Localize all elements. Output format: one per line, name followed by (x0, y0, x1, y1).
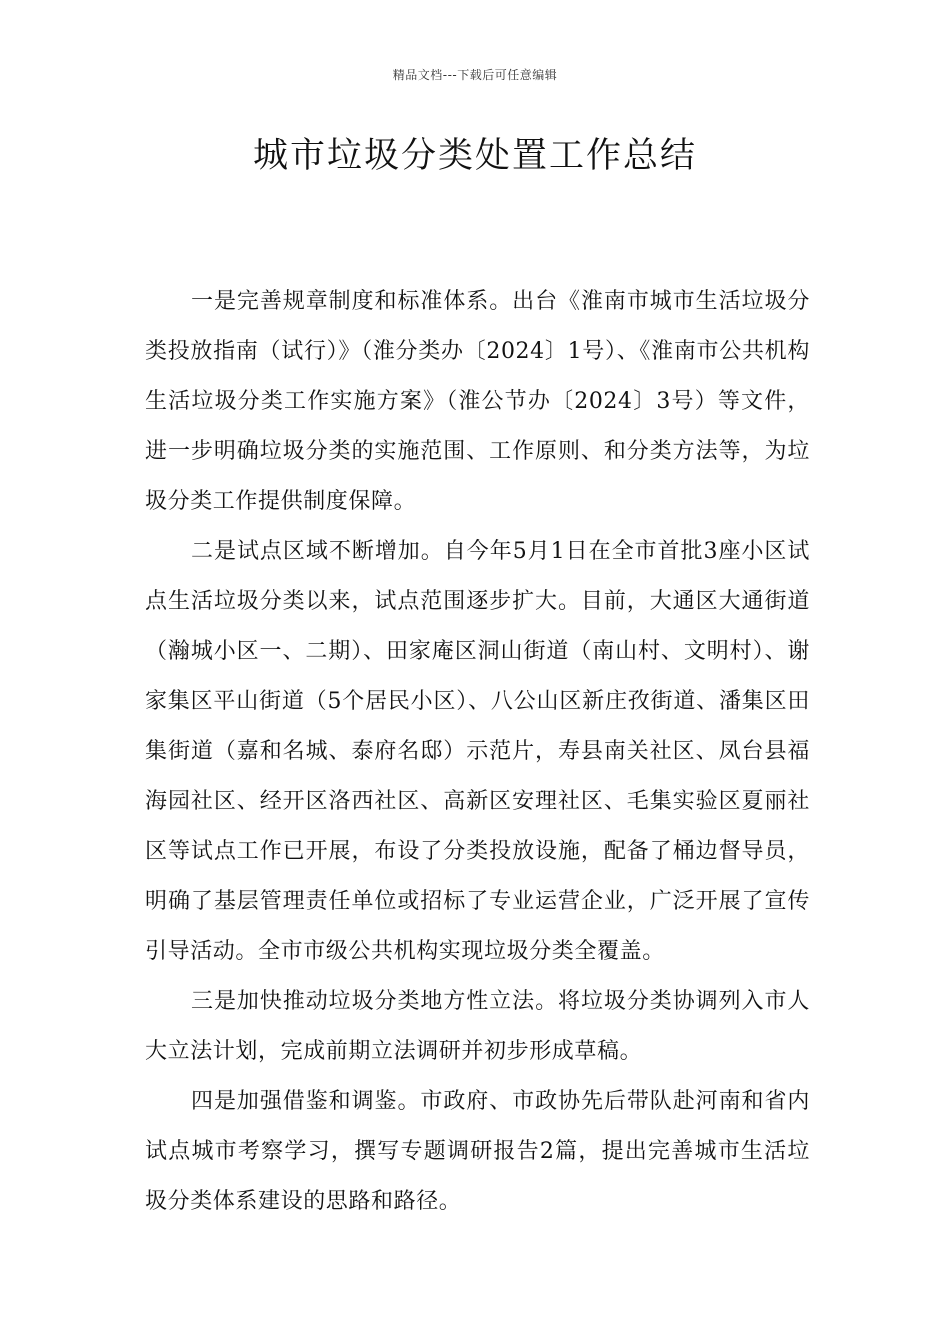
paragraph-3: 三是加快推动垃圾分类地方性立法。将垃圾分类协调列入市人大立法计划，完成前期立法调研并初步形成草稿。 (145, 989, 810, 1064)
document-body (145, 277, 810, 1227)
paragraph-1: 一是完善规章制度和标准体系。出台《淮南市城市生活垃圾分类投放指南（试行）》（淮分类办〔2024〕1号）、《淮南市公共机构生活垃圾分类工作实施方案》（淮公节办〔2024〕3号）等文件，进一步明确垃圾分类的实施范围、工作原则、和分类方法等，为垃圾分类工作提供制度保障。 (145, 289, 810, 514)
paragraph-2: 二是试点区域不断增加。自今年5月1日在全市首批3座小区试点生活垃圾分类以来，试点范围逐步扩大。目前，大通区大通街道（瀚城小区一、二期）、田家庵区洞山街道（南山村、文明村）、谢家集区平山街道（5个居民小区）、八公山区新庄孜街道、潘集区田集街道（嘉和名城、泰府名邸）示范片，寿县南关社区、凤台县福海园社区、经开区洛西社区、高新区安理社区、毛集实验区夏丽社区等试点工作已开展，布设了分类投放设施，配备了桶边督导员，明确了基层管理责任单位或招标了专业运营企业，广泛开展了宣传引导活动。全市市级公共机构实现垃圾分类全覆盖。 (145, 539, 810, 964)
header-note: 精品文档---下载后可任意编辑 (392, 68, 558, 82)
document-title: 城市垃圾分类处置工作总结 (252, 136, 697, 176)
paragraph-4: 四是加强借鉴和调鉴。市政府、市政协先后带队赴河南和省内试点城市考察学习，撰写专题调研报告2篇，提出完善城市生活垃圾分类体系建设的思路和路径。 (145, 1089, 810, 1214)
